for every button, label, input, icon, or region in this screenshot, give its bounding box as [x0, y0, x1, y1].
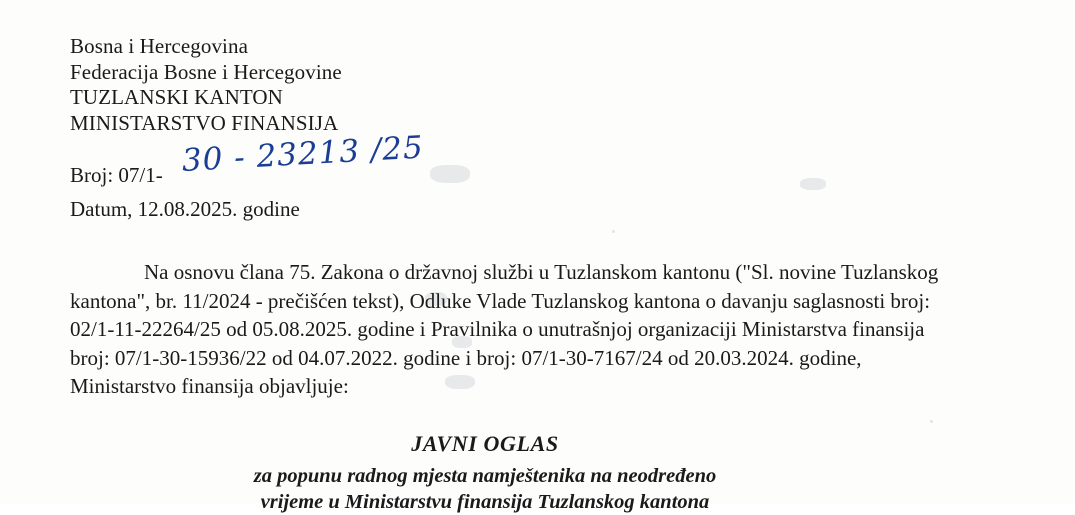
legal-basis-paragraph — [70, 258, 1018, 401]
announcement-title: JAVNI OGLAS — [411, 430, 559, 456]
paragraph-line: 02/1-11-22264/25 od 05.08.2025. godine i Pravilnika o unutrašnjoj organizaciji Ministarstva finansija — [70, 317, 925, 341]
document-date: Datum, 12.08.2025. godine — [70, 197, 300, 221]
paragraph-line: kantona", br. 11/2024 - prečišćen tekst), Odluke Vlade Tuzlanskog kantona o davanju saglasnosti broj: — [70, 288, 931, 313]
paragraph-line-text: Na osnovu člana 75. Zakona o državnoj službi u Tuzlanskom kantonu ("Sl. novine Tuzlanskog — [144, 260, 939, 284]
reference-number-label: Broj: 07/1- — [70, 163, 163, 187]
letterhead — [70, 34, 1020, 136]
announcement-subtitle — [70, 463, 900, 515]
reference-number-line — [70, 129, 1020, 192]
announcement-title-block — [70, 431, 900, 515]
reference-block — [70, 129, 1020, 224]
paragraph-line — [70, 258, 1018, 287]
handwritten-reference-number: 30 - 23213 /25 — [180, 129, 425, 179]
announcement-subtitle-line2: vrijeme u Ministarstvu finansija Tuzlanskog kantona — [260, 490, 710, 513]
letterhead-line-federation: Federacija Bosne i Hercegovine — [70, 59, 342, 84]
paragraph-line: Ministarstvo finansija objavljuje: — [70, 374, 349, 398]
letterhead-line-canton: TUZLANSKI KANTON — [70, 85, 283, 109]
announcement-subtitle-line1: za popunu radnog mjesta namještenika na neodređeno — [253, 464, 717, 487]
document-body — [70, 34, 1020, 515]
paragraph-line: broj: 07/1-30-15936/22 od 04.07.2022. godine i broj: 07/1-30-7167/24 od 20.03.2024. godine, — [70, 345, 862, 370]
letterhead-line-country: Bosna i Hercegovina — [70, 34, 249, 58]
letterhead-line-ministry: MINISTARSTVO FINANSIJA — [70, 110, 339, 135]
